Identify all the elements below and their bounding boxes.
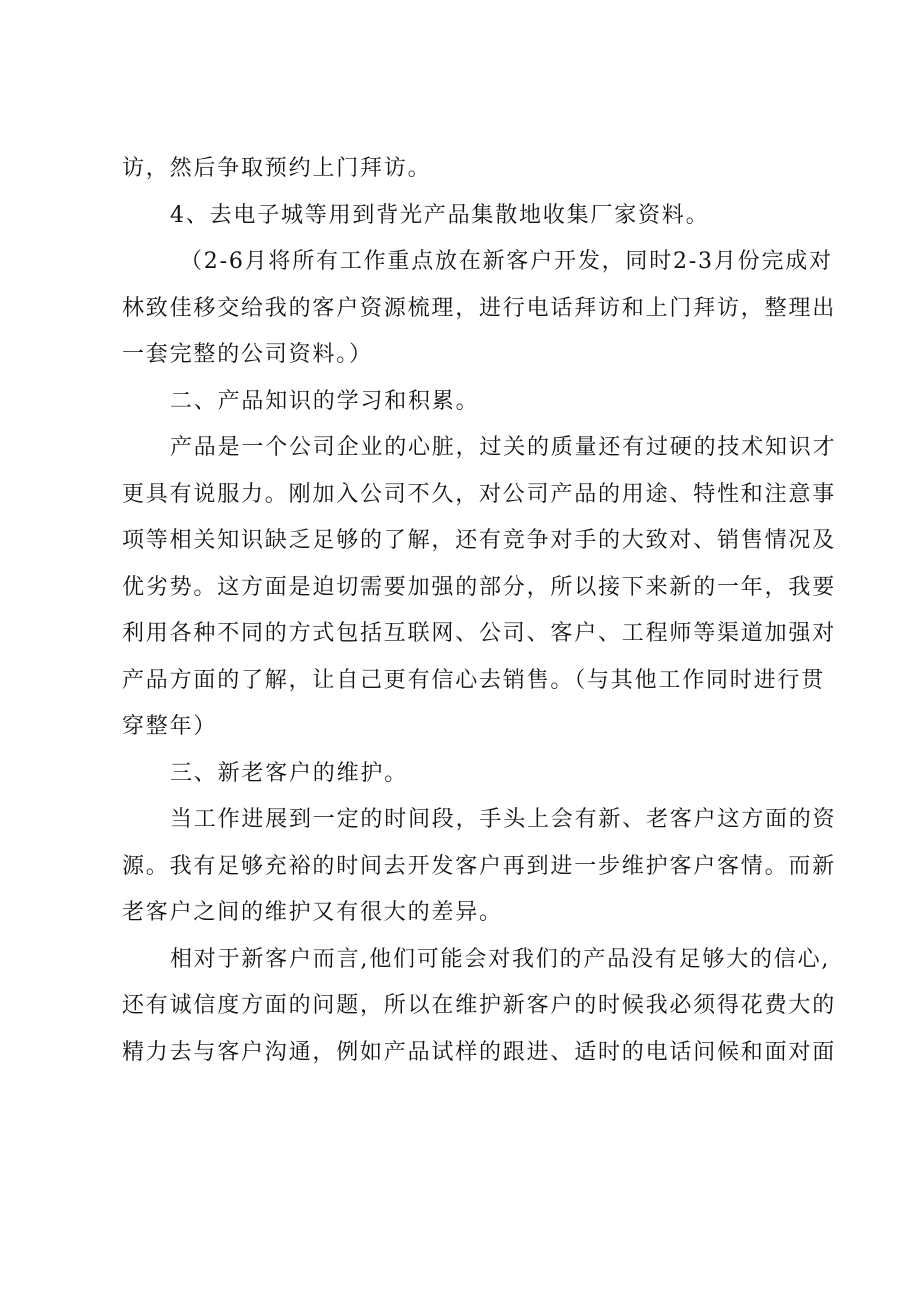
text-line: 4、去电子城等用到背光产品集散地收集厂家资料。: [170, 202, 710, 228]
text-line: 项等相关知识缺乏足够的了解，还有竞争对手的大致对、销售情况及: [122, 528, 837, 553]
text-line: 源。我有足够充裕的时间去开发客户再到进一步维护客户客情。而新: [122, 853, 837, 879]
text-line: 利用各种不同的方式包括互联网、公司、客户、工程师等渠道加强对: [122, 621, 837, 646]
text-line: 相对于新客户而言,他们可能会对我们的产品没有足够大的信心,: [170, 946, 831, 972]
text-line: 更具有说服力。刚加入公司不久，对公司产品的用途、特性和注意事: [122, 481, 837, 507]
text-line: 老客户之间的维护又有很大的差异。: [122, 900, 503, 925]
text-line: 还有诚信度方面的问题，所以在维护新客户的时候我必须得花费大的: [122, 993, 837, 1018]
document-body: [122, 146, 837, 1076]
paragraph-continuation: [122, 146, 822, 193]
text-line: 优劣势。这方面是迫切需要加强的部分，所以接下来新的一年，我要: [122, 574, 837, 600]
text-line: 二、产品知识的学习和积累。: [170, 388, 480, 414]
text-line: 精力去与客户沟通，例如产品试样的跟进、适时的电话问候和面对面: [122, 1039, 837, 1065]
paragraph-customer-resources: [122, 797, 837, 937]
text-line: （2-6月将所有工作重点放在新客户开发，同时2-3月份完成对: [180, 249, 833, 274]
paragraph-schedule-note: [122, 239, 837, 379]
text-line: 产品是一个公司企业的心脏，过关的质量还有过硬的技术知识才: [170, 435, 837, 460]
paragraph-product-knowledge: [122, 425, 837, 751]
text-line: 当工作进展到一定的时间段，手头上会有新、老客户这方面的资: [170, 807, 837, 832]
text-line: 访，然后争取预约上门拜访。: [122, 156, 432, 181]
paragraph-item-4: [122, 193, 822, 240]
section-heading-customer-maintenance: [122, 751, 822, 798]
text-line: 一套完整的公司资料。）: [122, 342, 373, 367]
text-line: 林致佳移交给我的客户资源梳理，进行电话拜访和上门拜访，整理出: [122, 295, 837, 321]
text-line: 三、新老客户的维护。: [170, 760, 409, 786]
paragraph-new-customers: [122, 937, 837, 1077]
text-line: 产品方面的了解，让自己更有信心去销售。（与其他工作同时进行贯: [122, 667, 826, 693]
text-line: 穿整年）: [122, 714, 218, 739]
section-heading-product-knowledge: [122, 379, 822, 426]
